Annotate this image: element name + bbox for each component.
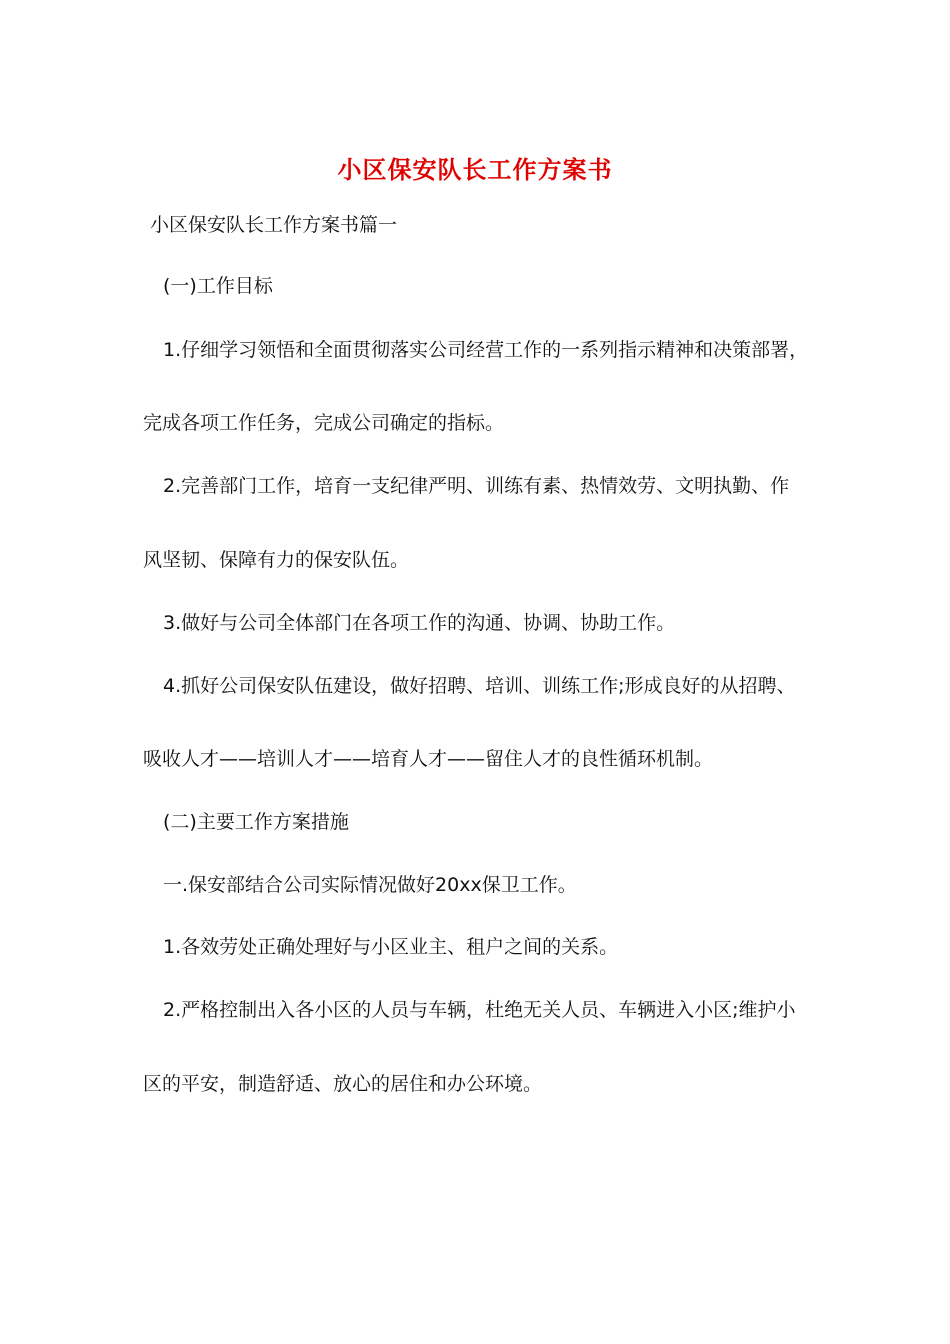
section2-sub1: 一.保安部结合公司实际情况做好20xx保卫工作。 [163, 874, 577, 896]
section1-item2-line1: 2.完善部门工作，培育一支纪律严明、训练有素、热情效劳、文明执勤、作 [163, 475, 790, 497]
section2-item2-line1: 2.严格控制出入各小区的人员与车辆，杜绝无关人员、车辆进入小区;维护小 [163, 999, 796, 1021]
section1-item3: 3.做好与公司全体部门在各项工作的沟通、协调、协助工作。 [163, 612, 676, 634]
section1-item1-line1: 1.仔细学习领悟和全面贯彻落实公司经营工作的一系列指示精神和决策部署， [163, 339, 809, 361]
section1-item1-line2: 完成各项工作任务，完成公司确定的指标。 [143, 412, 505, 434]
section1-heading: (一)工作目标 [163, 275, 273, 297]
section1-item2-line2: 风坚韧、保障有力的保安队伍。 [143, 549, 410, 571]
section1-item4-line1: 4.抓好公司保安队伍建设，做好招聘、培训、训练工作;形成良好的从招聘、 [163, 675, 796, 697]
section2-item1: 1.各效劳处正确处理好与小区业主、租户之间的关系。 [163, 936, 619, 958]
document-subtitle: 小区保安队长工作方案书篇一 [150, 214, 398, 236]
document-title: 小区保安队长工作方案书 [337, 155, 613, 184]
section2-item2-line2: 区的平安，制造舒适、放心的居住和办公环境。 [143, 1073, 543, 1095]
section2-heading: (二)主要工作方案措施 [163, 811, 349, 833]
section1-item4-line2: 吸收人才——培训人才——培育人才——留住人才的良性循环机制。 [143, 748, 714, 770]
